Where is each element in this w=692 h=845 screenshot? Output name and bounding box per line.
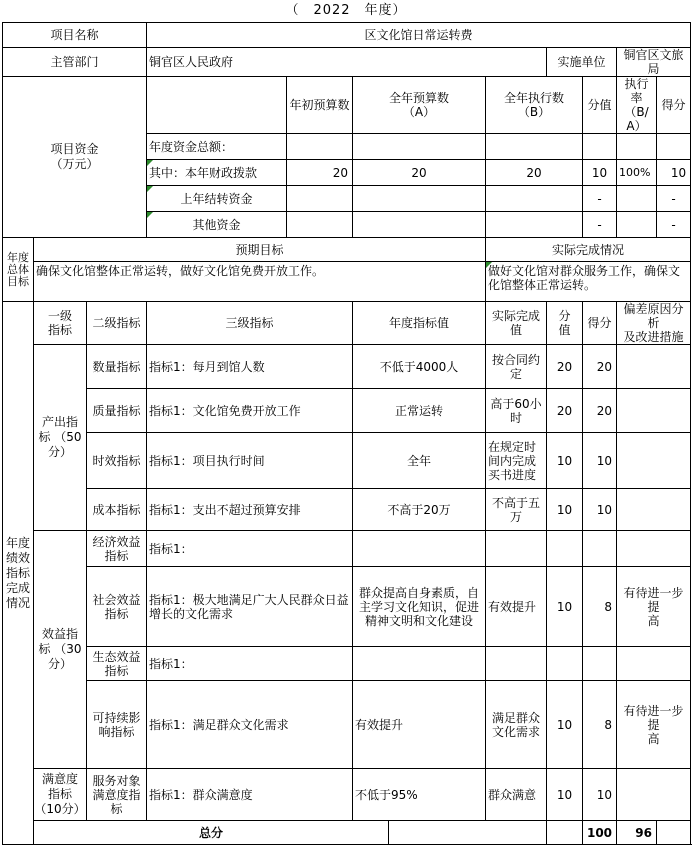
funds-cell[interactable] (353, 186, 486, 212)
actual-cell[interactable]: 按合同约 定 (486, 345, 547, 389)
level2-cell: 质量指标 (87, 389, 147, 433)
score-cell[interactable]: 8 (583, 681, 617, 769)
level3-cell[interactable]: 指标1： (147, 647, 353, 681)
year-title: （ 2022 年度） (285, 3, 407, 18)
funds-cell[interactable] (287, 212, 353, 238)
funds-cell[interactable] (617, 134, 657, 160)
target-cell[interactable]: 群众提高自身素质，自主学习文化知识，促进精神文明和文化建设 (353, 567, 486, 647)
ind-header-level1: 一级 指标 (34, 302, 87, 345)
value-cell[interactable] (547, 531, 583, 567)
ind-header-deviation: 偏差原因分析 及改进措施 (617, 302, 691, 345)
funds-cell[interactable]: 100% (617, 160, 657, 186)
actual-cell[interactable]: 不高于五 万 (486, 489, 547, 531)
funds-row-label: 年度资金总额： (147, 134, 287, 160)
dept-label: 主管部门 (3, 48, 147, 77)
evaluation-table (2, 22, 691, 845)
total-blank (389, 821, 547, 845)
actual-cell[interactable]: 满足群众 文化需求 (486, 681, 547, 769)
deviation-cell[interactable] (617, 389, 691, 433)
actual-cell[interactable]: 在规定时 间内完成 买书进度 (486, 433, 547, 489)
funds-blank-header (147, 77, 287, 134)
funds-cell[interactable]: 20 (486, 160, 583, 186)
target-cell[interactable]: 不低于95% (353, 769, 486, 821)
ind-header-annual-value: 年度指标值 (353, 302, 486, 345)
value-cell[interactable] (547, 647, 583, 681)
level2-cell: 时效指标 (87, 433, 147, 489)
target-cell[interactable] (353, 647, 486, 681)
target-cell[interactable]: 有效提升 (353, 681, 486, 769)
overall-actual-text[interactable]: 做好文化馆对群众服务工作，确保文化馆整体正常运转。 (486, 262, 691, 302)
overall-actual-header: 实际完成情况 (486, 238, 691, 262)
score-cell[interactable] (583, 531, 617, 567)
value-cell[interactable]: 10 (547, 681, 583, 769)
target-cell[interactable] (353, 531, 486, 567)
funds-cell[interactable] (486, 212, 583, 238)
score-cell[interactable]: 20 (583, 389, 617, 433)
overall-expected-header: 预期目标 (34, 238, 486, 262)
funds-row-label: 其他资金 (147, 212, 287, 238)
funds-cell[interactable] (287, 134, 353, 160)
total-blank (657, 821, 691, 845)
funds-cell[interactable] (617, 212, 657, 238)
actual-cell[interactable] (486, 531, 547, 567)
funds-cell[interactable]: 10 (657, 160, 691, 186)
ind-header-level2: 二级指标 (87, 302, 147, 345)
indicators-section-label: 年度绩效指标完成情况 (3, 302, 34, 845)
funds-header-initial: 年初预算数 (287, 77, 353, 134)
funds-cell[interactable]: 20 (287, 160, 353, 186)
funds-header-rate: 执行率 （B/A） (617, 77, 657, 134)
target-cell[interactable]: 正常运转 (353, 389, 486, 433)
level2-cell: 服务对象 满意度指 标 (87, 769, 147, 821)
group-output-label: 产出指标 （50分） (34, 345, 87, 531)
deviation-cell[interactable] (617, 531, 691, 567)
deviation-cell[interactable] (617, 433, 691, 489)
deviation-cell[interactable] (617, 489, 691, 531)
score-cell[interactable]: 10 (583, 769, 617, 821)
level3-cell[interactable]: 指标1：满足群众文化需求 (147, 681, 353, 769)
funds-header-annual: 全年预算数 （A） (353, 77, 486, 134)
level3-cell[interactable]: 指标1：群众满意度 (147, 769, 353, 821)
funds-cell[interactable] (657, 134, 691, 160)
value-cell[interactable]: 10 (547, 489, 583, 531)
total-score[interactable]: 96 (617, 821, 657, 845)
score-cell[interactable] (583, 647, 617, 681)
funds-row-label: 其中：本年财政拨款 (147, 160, 287, 186)
funds-cell[interactable] (583, 134, 617, 160)
level3-cell[interactable]: 指标1：支出不超过预算安排 (147, 489, 353, 531)
value-cell[interactable]: 20 (547, 389, 583, 433)
level2-cell: 生态效益 指标 (87, 647, 147, 681)
score-cell[interactable]: 20 (583, 345, 617, 389)
total-value[interactable]: 100 (583, 821, 617, 845)
funds-header-score: 得分 (657, 77, 691, 134)
deviation-cell[interactable] (617, 345, 691, 389)
project-name-label: 项目名称 (3, 23, 147, 48)
target-cell[interactable]: 全年 (353, 433, 486, 489)
value-cell[interactable]: 10 (547, 769, 583, 821)
level2-cell: 数量指标 (87, 345, 147, 389)
actual-cell[interactable]: 有效提升 (486, 567, 547, 647)
dept-value[interactable]: 铜官区人民政府 (147, 48, 547, 77)
ind-header-actual-value: 实际完成 值 (486, 302, 547, 345)
score-cell[interactable]: 8 (583, 567, 617, 647)
value-cell[interactable]: 20 (547, 345, 583, 389)
level3-cell[interactable]: 指标1： (147, 531, 353, 567)
funds-cell[interactable] (486, 134, 583, 160)
funds-header-value: 分值 (583, 77, 617, 134)
deviation-cell[interactable]: 有待进一步提 高 (617, 681, 691, 769)
level2-cell: 经济效益 指标 (87, 531, 147, 567)
funds-cell[interactable] (353, 134, 486, 160)
target-cell[interactable]: 不高于20万 (353, 489, 486, 531)
group-satisfaction-label: 满意度 指标 （10分） (34, 769, 87, 821)
value-cell[interactable]: 10 (547, 433, 583, 489)
value-cell[interactable]: 10 (547, 567, 583, 647)
level2-cell: 成本指标 (87, 489, 147, 531)
funds-cell[interactable] (486, 186, 583, 212)
actual-cell[interactable]: 群众满意 (486, 769, 547, 821)
deviation-cell[interactable]: 有待进一步提 高 (617, 567, 691, 647)
impl-value[interactable]: 铜官区文旅局 (617, 48, 691, 77)
funds-cell[interactable]: - (583, 212, 617, 238)
actual-cell[interactable] (486, 647, 547, 681)
overall-expected-text[interactable]: 确保文化馆整体正常运转，做好文化馆免费开放工作。 (34, 262, 486, 302)
total-label: 总分 (34, 821, 389, 845)
group-benefit-label: 效益指标 （30分） (34, 531, 87, 769)
funds-cell[interactable]: 20 (353, 160, 486, 186)
deviation-cell[interactable] (617, 769, 691, 821)
funds-cell[interactable]: - (583, 186, 617, 212)
funds-cell[interactable]: - (657, 186, 691, 212)
target-cell[interactable]: 不低于4000人 (353, 345, 486, 389)
level2-cell: 可持续影 响指标 (87, 681, 147, 769)
total-blank (547, 821, 583, 845)
funds-row-label: 上年结转资金 (147, 186, 287, 212)
score-cell[interactable]: 10 (583, 433, 617, 489)
level2-cell: 社会效益 指标 (87, 567, 147, 647)
funds-header-exec: 全年执行数 （B） (486, 77, 583, 134)
impl-label: 实施单位 (547, 48, 617, 77)
funds-cell[interactable]: 10 (583, 160, 617, 186)
level3-cell[interactable]: 指标1：文化馆免费开放工作 (147, 389, 353, 433)
ind-header-score-value: 分 值 (547, 302, 583, 345)
score-cell[interactable]: 10 (583, 489, 617, 531)
overall-section-label: 年度总体目标 (3, 238, 34, 302)
ind-header-score: 得分 (583, 302, 617, 345)
actual-cell[interactable]: 高于60小 时 (486, 389, 547, 433)
ind-header-level3: 三级指标 (147, 302, 353, 345)
level3-cell[interactable]: 指标1：极大地满足广大人民群众日益增长的文化需求 (147, 567, 353, 647)
funds-section-label: 项目资金 （万元） (3, 77, 147, 238)
funds-cell[interactable] (287, 186, 353, 212)
project-name-value[interactable]: 区文化馆日常运转费 (147, 23, 691, 48)
funds-cell[interactable] (353, 212, 486, 238)
funds-cell[interactable]: - (657, 212, 691, 238)
deviation-cell[interactable] (617, 647, 691, 681)
level3-cell[interactable]: 指标1：每月到馆人数 (147, 345, 353, 389)
funds-cell[interactable] (617, 186, 657, 212)
level3-cell[interactable]: 指标1：项目执行时间 (147, 433, 353, 489)
